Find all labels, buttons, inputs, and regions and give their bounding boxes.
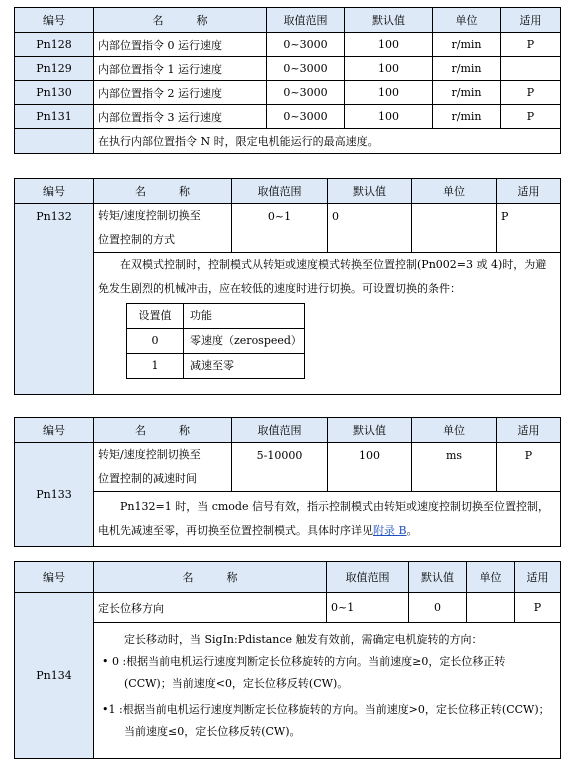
header-unit: 单位	[412, 418, 497, 443]
param-range: 0~1	[232, 204, 328, 253]
param-default: 100	[345, 33, 433, 57]
param-name: 内部位置指令 2 运行速度	[94, 81, 267, 105]
header-code: 编号	[15, 8, 94, 33]
param-range: 0~1	[327, 593, 409, 623]
param-name-line2: 位置控制的方式	[98, 233, 175, 246]
description-text: Pn132=1 时，当 cmode 信号有效，指示控制模式由转矩或速度控制切换至位置控制，电机先减速至零，再切换至位置控制模式。具体时序详见	[98, 500, 549, 537]
param-range: 0~3000	[267, 81, 345, 105]
table-row	[15, 204, 561, 253]
table-row	[15, 105, 561, 129]
header-range: 取值范围	[232, 179, 328, 204]
header-unit: 单位	[412, 179, 497, 204]
param-unit	[467, 593, 515, 623]
param-description	[94, 253, 561, 395]
param-applies: P	[501, 81, 561, 105]
param-name: 定长位移方向	[94, 593, 327, 623]
param-description	[94, 623, 561, 759]
param-unit: r/min	[433, 57, 501, 81]
header-code: 编号	[15, 562, 94, 593]
table-header-row	[15, 179, 561, 204]
header-unit: 单位	[467, 562, 515, 593]
param-unit: r/min	[433, 33, 501, 57]
table-row	[15, 81, 561, 105]
param-default: 100	[328, 443, 412, 492]
param-range: 0~3000	[267, 105, 345, 129]
param-applies: P	[501, 33, 561, 57]
table-row-desc	[15, 623, 561, 759]
header-default: 默认值	[409, 562, 467, 593]
param-applies: P	[497, 443, 561, 492]
param-default: 100	[345, 57, 433, 81]
header-range: 取值范围	[327, 562, 409, 593]
appendix-b-link[interactable]: 附录 B	[373, 524, 407, 537]
table-header-row	[15, 418, 561, 443]
header-default: 默认值	[328, 418, 412, 443]
param-code: Pn130	[15, 81, 94, 105]
header-name: 名 称	[94, 562, 327, 593]
param-name	[94, 443, 232, 492]
param-unit: ms	[412, 443, 497, 492]
table-row	[15, 33, 561, 57]
options-header-value: 设置值	[127, 304, 184, 329]
param-name	[94, 204, 232, 253]
param-range: 0~3000	[267, 33, 345, 57]
param-default: 0	[328, 204, 412, 253]
table-row-desc	[15, 492, 561, 547]
header-applies: 适用	[501, 8, 561, 33]
header-name: 名 称	[94, 418, 232, 443]
description-text: 在双模式控制时，控制模式从转矩或速度模式转换至位置控制(Pn002=3 或 4)时，为避免发生剧烈的机械冲击，应在较低的速度时进行切换。可设置切换的条件：	[98, 258, 547, 295]
param-code: Pn129	[15, 57, 94, 81]
table-row	[15, 57, 561, 81]
header-applies: 适用	[515, 562, 561, 593]
header-applies: 适用	[497, 179, 561, 204]
header-name: 名 称	[94, 179, 232, 204]
param-applies: P	[501, 105, 561, 129]
param-applies: P	[515, 593, 561, 623]
param-name: 内部位置指令 3 运行速度	[94, 105, 267, 129]
options-header-func: 功能	[184, 304, 305, 329]
param-code: Pn131	[15, 105, 94, 129]
param-unit: r/min	[433, 105, 501, 129]
param-range: 0~3000	[267, 57, 345, 81]
table-row-desc	[15, 253, 561, 395]
param-unit	[412, 204, 497, 253]
table-header-row	[15, 562, 561, 593]
param-name-line2: 位置控制的减速时间	[98, 472, 197, 485]
option-0-line2: (CCW)；当前速度<0，定长位移反转(CW)。	[124, 677, 349, 690]
description-end: 。	[406, 524, 418, 537]
header-code: 编号	[15, 418, 94, 443]
table-row	[15, 443, 561, 492]
param-code: Pn132	[15, 204, 94, 395]
table-header-row	[15, 8, 561, 33]
option-func: 减速至零	[184, 354, 305, 379]
param-default: 0	[409, 593, 467, 623]
option-value: 1	[127, 354, 184, 379]
param-name: 内部位置指令 1 运行速度	[94, 57, 267, 81]
option-1-line2: 当前速度≤0，定长位移反转(CW)。	[124, 725, 301, 738]
param-note: 在执行内部位置指令 N 时，限定电机能运行的最高速度。	[94, 129, 561, 154]
param-table-pn134	[14, 561, 561, 759]
option-0-line1: • 0 :根据当前电机运行速度判断定长位移旋转的方向。当前速度≥0，定长位移正转	[102, 655, 506, 668]
empty-code-cell	[15, 129, 94, 154]
param-table-pn128-131	[14, 7, 561, 154]
options-table	[126, 303, 305, 379]
header-code: 编号	[15, 179, 94, 204]
header-default: 默认值	[328, 179, 412, 204]
header-range: 取值范围	[232, 418, 328, 443]
option-value: 0	[127, 329, 184, 354]
header-name: 名 称	[94, 8, 267, 33]
table-row-note	[15, 129, 561, 154]
param-table-pn132	[14, 178, 561, 395]
param-applies: P	[497, 204, 561, 253]
header-applies: 适用	[497, 418, 561, 443]
options-row	[127, 354, 305, 379]
header-default: 默认值	[345, 8, 433, 33]
option-func: 零速度（zerospeed）	[184, 329, 305, 354]
param-name-line1: 转矩/速度控制切换至	[98, 448, 201, 461]
header-unit: 单位	[433, 8, 501, 33]
param-range: 5-10000	[232, 443, 328, 492]
param-description	[94, 492, 561, 547]
options-row	[127, 329, 305, 354]
param-default: 100	[345, 81, 433, 105]
description-intro: 定长移动时，当 SigIn:Pdistance 触发有效前，需确定电机旋转的方向：	[124, 633, 483, 646]
param-name: 内部位置指令 0 运行速度	[94, 33, 267, 57]
option-1-line1: •1 :根据当前电机运行速度判断定长位移旋转的方向。当前速度>0，定长位移正转(CCW)；	[102, 703, 550, 716]
param-code: Pn134	[15, 593, 94, 759]
param-table-pn133	[14, 417, 561, 547]
param-code: Pn133	[15, 443, 94, 547]
options-header-row	[127, 304, 305, 329]
param-unit: r/min	[433, 81, 501, 105]
param-default: 100	[345, 105, 433, 129]
param-code: Pn128	[15, 33, 94, 57]
param-name-line1: 转矩/速度控制切换至	[98, 209, 201, 222]
header-range: 取值范围	[267, 8, 345, 33]
table-row	[15, 593, 561, 623]
param-applies	[501, 57, 561, 81]
